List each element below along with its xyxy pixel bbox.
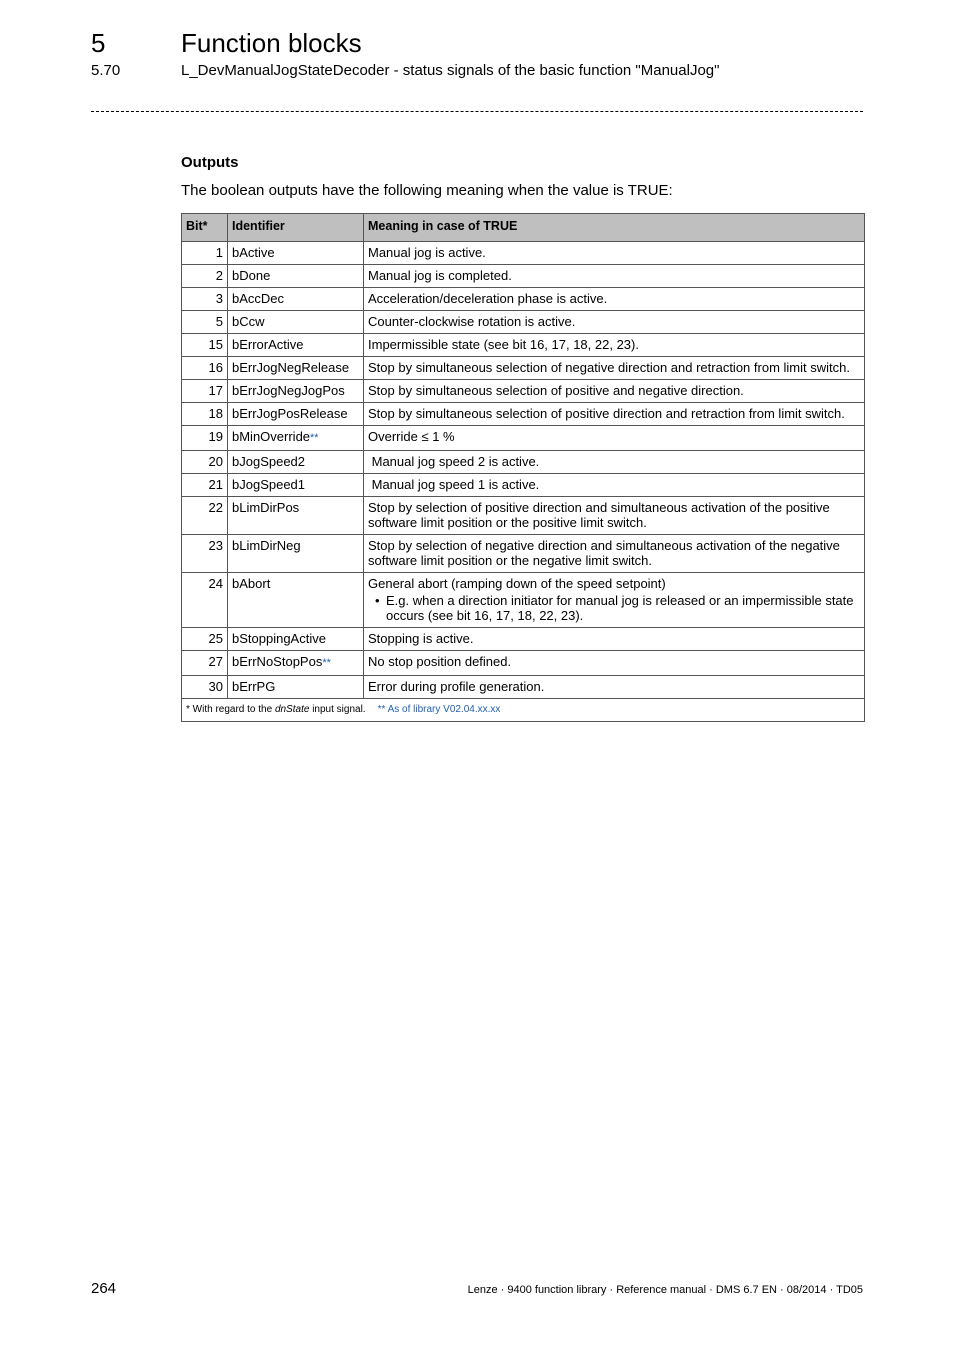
meaning-text: Counter-clockwise rotation is active. bbox=[368, 314, 576, 329]
identifier-text: bLimDirPos bbox=[232, 500, 300, 515]
meaning-text: Stop by simultaneous selection of negative direction and retraction from limit switch. bbox=[368, 360, 850, 375]
library-version-note: ** As of library V02.04.xx.xx bbox=[377, 704, 501, 715]
identifier-text: bCcw bbox=[232, 314, 265, 329]
identifier-text: bErrJogPosRelease bbox=[232, 406, 348, 421]
bit-cell: 20 bbox=[182, 451, 228, 474]
meaning-text: Stop by selection of positive direction and simultaneous activation of the positive software limit position or the positive limit switch. bbox=[368, 500, 834, 530]
meaning-cell bbox=[364, 628, 865, 651]
identifier-cell bbox=[228, 451, 364, 474]
identifier-text: bJogSpeed2 bbox=[232, 454, 306, 469]
meaning-text: Manual jog speed 1 is active. bbox=[368, 477, 540, 492]
meaning-text: Error during profile generation. bbox=[368, 679, 545, 694]
page-number: 264 bbox=[91, 1280, 117, 1297]
identifier-cell bbox=[228, 628, 364, 651]
table-row bbox=[182, 426, 865, 451]
column-header-meaning: Meaning in case of TRUE bbox=[364, 214, 865, 242]
meaning-cell bbox=[364, 265, 865, 288]
meaning-text: Manual jog is completed. bbox=[368, 268, 512, 283]
identifier-cell bbox=[228, 426, 364, 451]
bit-cell: 17 bbox=[182, 380, 228, 403]
table-row bbox=[182, 573, 865, 628]
column-header-bit: Bit* bbox=[182, 214, 228, 242]
library-version-marker: ** bbox=[310, 432, 319, 444]
meaning-text: No stop position defined. bbox=[368, 654, 512, 669]
footnote-row bbox=[182, 699, 865, 722]
table-header-row bbox=[182, 214, 865, 242]
meaning-text: Acceleration/deceleration phase is active. bbox=[368, 291, 608, 306]
meaning-cell bbox=[364, 497, 865, 535]
library-version-marker: ** bbox=[322, 657, 331, 669]
table-row bbox=[182, 357, 865, 380]
meaning-cell bbox=[364, 380, 865, 403]
meaning-bullet-item: • E.g. when a direction initiator for manual jog is released or an impermissible state occurs (see bit 16, 17, 18, 22, 23). bbox=[386, 593, 860, 623]
identifier-text: bActive bbox=[232, 245, 275, 260]
table-row bbox=[182, 403, 865, 426]
table-row bbox=[182, 334, 865, 357]
meaning-text: Stop by simultaneous selection of positive and negative direction. bbox=[368, 383, 744, 398]
meaning-cell bbox=[364, 426, 865, 451]
meaning-cell bbox=[364, 451, 865, 474]
table-row bbox=[182, 474, 865, 497]
meaning-text: Manual jog speed 2 is active. bbox=[368, 454, 540, 469]
header-divider bbox=[91, 111, 863, 112]
bit-cell: 1 bbox=[182, 242, 228, 265]
table-row bbox=[182, 242, 865, 265]
identifier-text: bErrNoStopPos bbox=[232, 654, 323, 669]
bit-cell: 22 bbox=[182, 497, 228, 535]
meaning-cell bbox=[364, 651, 865, 676]
table-row bbox=[182, 497, 865, 535]
identifier-text: bAbort bbox=[232, 576, 271, 591]
table-row bbox=[182, 628, 865, 651]
chapter-number: 5 bbox=[91, 28, 106, 58]
meaning-text: General abort (ramping down of the speed setpoint) bbox=[368, 576, 666, 591]
table-footnote bbox=[182, 699, 865, 722]
identifier-text: bErrorActive bbox=[232, 337, 304, 352]
bit-cell: 25 bbox=[182, 628, 228, 651]
identifier-cell bbox=[228, 676, 364, 699]
identifier-text: bErrPG bbox=[232, 679, 276, 694]
bit-cell: 16 bbox=[182, 357, 228, 380]
meaning-text: Manual jog is active. bbox=[368, 245, 486, 260]
meaning-cell bbox=[364, 357, 865, 380]
identifier-cell bbox=[228, 357, 364, 380]
bit-cell: 2 bbox=[182, 265, 228, 288]
identifier-text: bAccDec bbox=[232, 291, 285, 306]
chapter-title: Function blocks bbox=[181, 28, 362, 58]
identifier-cell bbox=[228, 535, 364, 573]
meaning-text: Stop by simultaneous selection of positive direction and retraction from limit switch. bbox=[368, 406, 845, 421]
meaning-cell bbox=[364, 311, 865, 334]
meaning-cell bbox=[364, 535, 865, 573]
bit-cell: 30 bbox=[182, 676, 228, 699]
bit-cell: 15 bbox=[182, 334, 228, 357]
meaning-cell bbox=[364, 573, 865, 628]
meaning-cell bbox=[364, 403, 865, 426]
footnote-signal-name: dnState bbox=[274, 704, 310, 715]
bit-cell: 3 bbox=[182, 288, 228, 311]
footnote-prefix: * With regard to the bbox=[186, 704, 275, 715]
outputs-heading: Outputs bbox=[181, 154, 239, 171]
identifier-cell bbox=[228, 311, 364, 334]
section-title: L_DevManualJogStateDecoder - status signals of the basic function "ManualJog" bbox=[181, 62, 720, 79]
identifier-cell bbox=[228, 288, 364, 311]
identifier-text: bMinOverride bbox=[232, 429, 311, 444]
identifier-cell bbox=[228, 403, 364, 426]
identifier-text: bDone bbox=[232, 268, 271, 283]
table-row bbox=[182, 288, 865, 311]
bit-cell: 23 bbox=[182, 535, 228, 573]
table-row bbox=[182, 265, 865, 288]
identifier-cell bbox=[228, 265, 364, 288]
meaning-text: Stopping is active. bbox=[368, 631, 474, 646]
table-body bbox=[182, 242, 865, 699]
identifier-cell bbox=[228, 474, 364, 497]
meaning-cell bbox=[364, 242, 865, 265]
identifier-text: bErrJogNegJogPos bbox=[232, 383, 345, 398]
bit-cell: 19 bbox=[182, 426, 228, 451]
table-row bbox=[182, 311, 865, 334]
table-row bbox=[182, 676, 865, 699]
identifier-cell bbox=[228, 242, 364, 265]
bit-cell: 27 bbox=[182, 651, 228, 676]
meaning-text: Override ≤ 1 % bbox=[368, 429, 455, 444]
identifier-text: bJogSpeed1 bbox=[232, 477, 306, 492]
identifier-cell bbox=[228, 334, 364, 357]
meaning-cell bbox=[364, 288, 865, 311]
meaning-cell bbox=[364, 474, 865, 497]
identifier-cell bbox=[228, 497, 364, 535]
bit-cell: 18 bbox=[182, 403, 228, 426]
table-row bbox=[182, 451, 865, 474]
column-header-identifier: Identifier bbox=[228, 214, 364, 242]
section-number: 5.70 bbox=[91, 62, 121, 79]
identifier-text: bStoppingActive bbox=[232, 631, 326, 646]
table-row bbox=[182, 535, 865, 573]
meaning-cell bbox=[364, 676, 865, 699]
table-row bbox=[182, 380, 865, 403]
outputs-table bbox=[181, 213, 865, 722]
bit-cell: 21 bbox=[182, 474, 228, 497]
identifier-text: bErrJogNegRelease bbox=[232, 360, 350, 375]
publication-info: Lenze · 9400 function library · Reference manual · DMS 6.7 EN · 08/2014 · TD05 bbox=[467, 1284, 863, 1296]
intro-text: The boolean outputs have the following meaning when the value is TRUE: bbox=[181, 182, 673, 199]
identifier-text: bLimDirNeg bbox=[232, 538, 301, 553]
meaning-text: Stop by selection of negative direction and simultaneous activation of the negative software limit position or the negative limit switch. bbox=[368, 538, 844, 568]
identifier-cell bbox=[228, 380, 364, 403]
meaning-bullet-list bbox=[368, 593, 860, 623]
identifier-cell bbox=[228, 573, 364, 628]
meaning-text: Impermissible state (see bit 16, 17, 18, 22, 23). bbox=[368, 337, 639, 352]
bit-cell: 5 bbox=[182, 311, 228, 334]
footnote-suffix: input signal. bbox=[309, 704, 366, 715]
bit-cell: 24 bbox=[182, 573, 228, 628]
table-row bbox=[182, 651, 865, 676]
identifier-cell bbox=[228, 651, 364, 676]
meaning-cell bbox=[364, 334, 865, 357]
